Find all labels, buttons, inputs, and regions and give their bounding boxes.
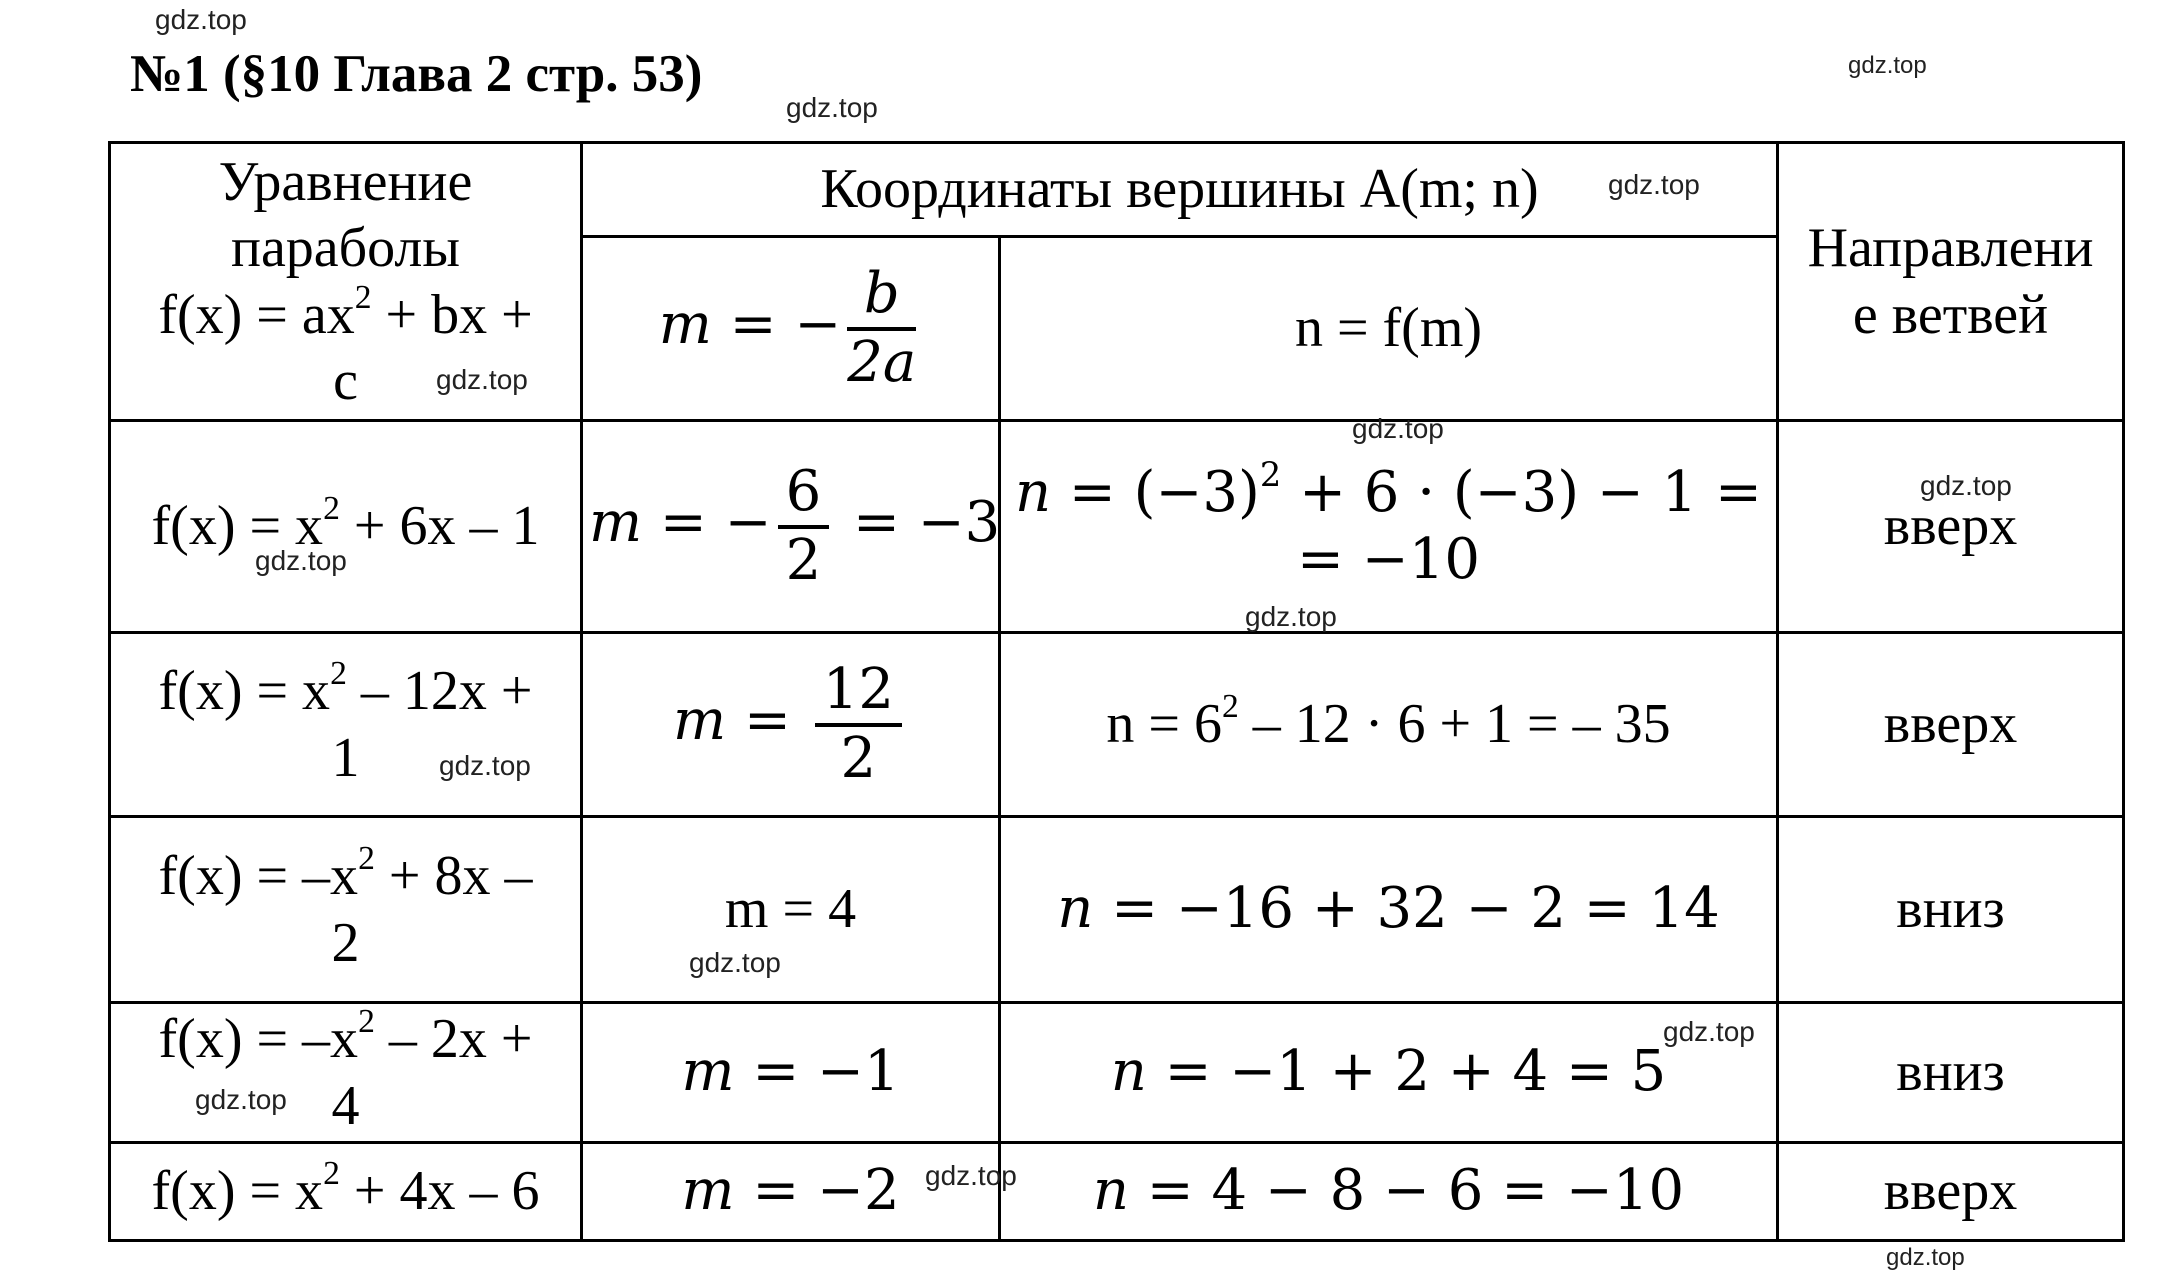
equation-line2: 4 (331, 1074, 360, 1137)
fraction (847, 262, 916, 395)
equation-part: f(x) = x (151, 1160, 324, 1223)
math-result: = −3 (835, 490, 1001, 555)
equation-part: + 4x – 6 (339, 1160, 540, 1223)
equation-exponent: 2 (330, 655, 347, 693)
fraction-numerator: 6 (778, 460, 830, 528)
n-cell (1000, 633, 1778, 817)
math-part: = 4 − 8 − 6 = −10 (1128, 1158, 1685, 1224)
watermark: gdz.top (195, 1084, 287, 1115)
equation-exponent: 2 (358, 1003, 375, 1041)
equation-cell (110, 1143, 582, 1241)
header-m-formula (582, 237, 1000, 421)
n-cell (1000, 421, 1778, 633)
math-var: m (681, 1158, 735, 1224)
n-cell (1000, 1143, 1778, 1241)
math-part: = (−3) (1051, 460, 1260, 526)
watermark: gdz.top (1608, 169, 1700, 200)
fraction-denominator: 2a (847, 329, 917, 395)
math-part: = −1 (734, 1039, 900, 1105)
math-exponent: 2 (1259, 455, 1282, 495)
equation-cell (110, 421, 582, 633)
equation-cell (110, 633, 582, 817)
header-n-formula: n = f(m) (1000, 237, 1778, 421)
math-var: m (589, 490, 643, 555)
m-cell (582, 633, 1000, 817)
equation-part: f(x) = –x (158, 1008, 359, 1071)
page-title: №1 (§10 Глава 2 стр. 53) (130, 45, 703, 103)
header-equation-formula-end: c (333, 349, 358, 412)
formula-exponent: 2 (354, 278, 372, 316)
m-cell (582, 1003, 1000, 1143)
n-line1 (1007, 455, 1770, 526)
header-direction-line2: е ветвей (1852, 283, 2049, 346)
math-rel: = (726, 688, 809, 753)
n-cell (1000, 1003, 1778, 1143)
watermark: gdz.top (255, 545, 347, 576)
math-part: n = 6 (1106, 693, 1222, 756)
watermark: gdz.top (786, 92, 878, 123)
fraction-numerator: b (847, 262, 916, 330)
fraction (815, 658, 902, 791)
watermark: gdz.top (439, 750, 531, 781)
watermark: gdz.top (1920, 470, 2012, 501)
vertex-table (108, 141, 2125, 1242)
table-row (110, 633, 2124, 817)
equation-line2: 1 (331, 726, 360, 789)
math-part: = −1 + 2 + 4 = 5 (1146, 1039, 1667, 1105)
table-row (110, 1003, 2124, 1143)
direction-cell: вниз (1778, 1003, 2124, 1143)
math-var: n (1110, 1039, 1147, 1105)
math-part: + 6 · (−3) − 1 = (1281, 460, 1762, 526)
equation-exponent: 2 (323, 490, 340, 528)
direction-cell: вверх (1778, 633, 2124, 817)
header-vertex: Координаты вершины А(m; n) (582, 143, 1778, 237)
table-row (110, 1143, 2124, 1241)
equation-line1 (117, 655, 574, 724)
watermark: gdz.top (155, 4, 247, 35)
formula-part: + bx + (371, 283, 533, 346)
header-direction (1778, 143, 2124, 421)
math-exponent: 2 (1222, 688, 1239, 726)
formula-part: f(x) = ax (158, 283, 355, 346)
math-var: m (658, 292, 712, 357)
n-cell (1000, 817, 1778, 1003)
direction-cell: вверх (1778, 421, 2124, 633)
equation-line1 (117, 840, 574, 909)
equation-line1 (117, 1003, 574, 1072)
equation-part: f(x) = x (158, 660, 331, 723)
table-row (110, 817, 2124, 1003)
direction-cell: вниз (1778, 817, 2124, 1003)
equation-cell (110, 817, 582, 1003)
equation-exponent: 2 (323, 1155, 340, 1193)
header-equation-formula (117, 278, 574, 348)
equation-line2: 2 (331, 911, 360, 974)
fraction-denominator: 2 (840, 725, 877, 791)
equation-exponent: 2 (358, 840, 375, 878)
m-cell: m = 4 (582, 817, 1000, 1003)
math-part: = −2 (734, 1158, 900, 1224)
math-part: = −16 + 32 − 2 = 14 (1093, 876, 1720, 942)
math-var: m (681, 1039, 735, 1105)
equation-part: f(x) = –x (158, 845, 359, 908)
watermark: gdz.top (925, 1160, 1017, 1191)
watermark: gdz.top (1663, 1016, 1755, 1047)
n-line2: = −10 (1297, 526, 1480, 592)
fraction-numerator: 12 (815, 658, 902, 726)
math-var: n (1092, 1158, 1129, 1224)
fraction-denominator: 2 (785, 527, 822, 593)
fraction (778, 460, 830, 593)
watermark: gdz.top (436, 364, 528, 395)
math-var: m (673, 688, 727, 753)
m-cell (582, 421, 1000, 633)
equation-cell (110, 1003, 582, 1143)
equation-part: f(x) = x (151, 495, 324, 558)
equation-part: – 12x + (346, 660, 533, 723)
watermark: gdz.top (1245, 601, 1337, 632)
math-rel: = − (642, 490, 772, 555)
equation-part: + 6x – 1 (339, 495, 540, 558)
math-part: – 12 · 6 + 1 = – 35 (1238, 693, 1671, 756)
header-equation-line2: параболы (230, 217, 460, 280)
direction-cell: вверх (1778, 1143, 2124, 1241)
math-var: n (1057, 876, 1094, 942)
watermark: gdz.top (689, 947, 781, 978)
equation-part: – 2x + (374, 1008, 533, 1071)
watermark: gdz.top (1352, 413, 1444, 444)
watermark: gdz.top (1886, 1244, 1965, 1271)
header-equation-line1: Уравнение (218, 151, 473, 214)
table-row (110, 421, 2124, 633)
watermark: gdz.top (1848, 52, 1927, 79)
header-direction-line1: Направлени (1807, 217, 2094, 280)
math-var: n (1015, 460, 1052, 526)
math-rel: = − (711, 292, 842, 357)
equation-part: + 8x – (374, 845, 533, 908)
